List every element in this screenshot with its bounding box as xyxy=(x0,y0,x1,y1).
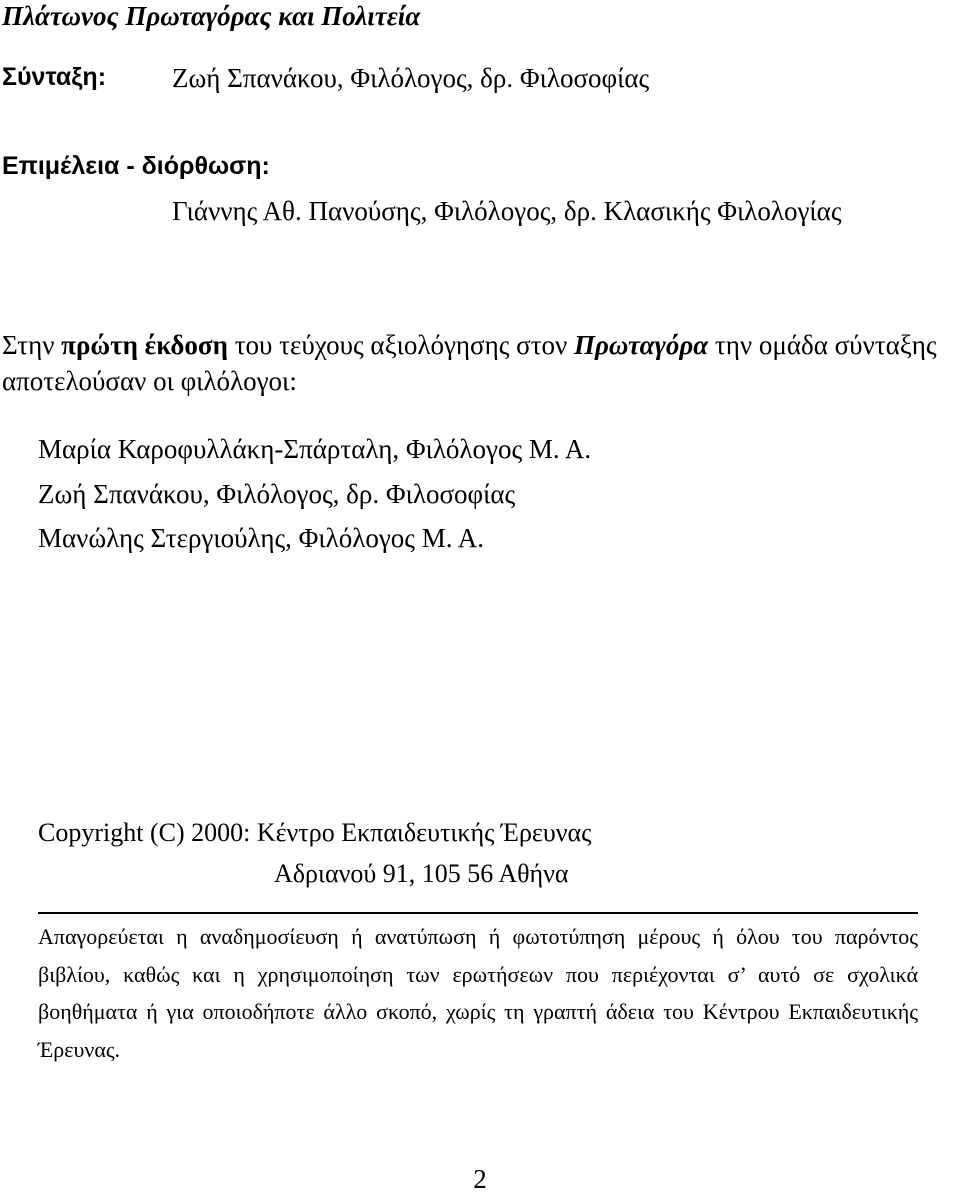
intro-bold-first-edition: πρώτη έκδοση xyxy=(61,330,228,360)
intro-text-1: Στην xyxy=(2,330,62,360)
member-item: Ζωή Σπανάκου, Φιλόλογος, δρ. Φιλοσοφίας xyxy=(38,479,516,509)
divider-rule xyxy=(38,912,918,914)
address-line: Αδριανού 91, 105 56 Αθήνα xyxy=(274,859,569,888)
member-item: Μανώλης Στεργιούλης, Φιλόλογος Μ. Α. xyxy=(38,523,484,553)
document-title: Πλάτωνος Πρωταγόρας και Πολιτεία xyxy=(2,1,421,31)
member-item: Μαρία Καροφυλλάκη-Σπάρταλη, Φιλόλογος Μ. Α. xyxy=(38,434,592,464)
copyright-line: Copyright (C) 2000: Κέντρο Εκπαιδευτικής Έρευνας xyxy=(38,818,592,847)
page-number: 2 xyxy=(473,1164,487,1194)
composition-label: Σύνταξη: xyxy=(2,63,107,91)
editing-label: Επιμέλεια - διόρθωση: xyxy=(2,152,270,180)
editing-value: Γιάννης Αθ. Πανούσης, Φιλόλογος, δρ. Κλασικής Φιλολογίας xyxy=(172,196,842,226)
intro-text-2: του τεύχους αξιολόγησης στον xyxy=(227,330,574,360)
copyright-notice: Απαγορεύεται η αναδημοσίευση ή ανατύπωση ή φωτοτύπηση μέρους ή όλου του παρόντος βιβλίου, καθώς και η χρησιμοποίηση των ερωτήσεων που περιέχονται σ’ αυτό σε σχολικά βοηθήματα ή για οποιοδήποτε άλλο σκοπό, χωρίς τη γραπτή άδεια του Κέντρου Εκπαιδευτικής Έρευνας. xyxy=(38,924,918,1062)
intro-paragraph xyxy=(2,327,958,399)
composition-value: Ζωή Σπανάκου, Φιλόλογος, δρ. Φιλοσοφίας xyxy=(172,63,650,93)
intro-protagoras: Πρωταγόρα xyxy=(574,330,709,360)
intro-text-3: την ομάδα σύνταξης αποτελούσαν οι φιλόλογοι: xyxy=(2,330,937,396)
